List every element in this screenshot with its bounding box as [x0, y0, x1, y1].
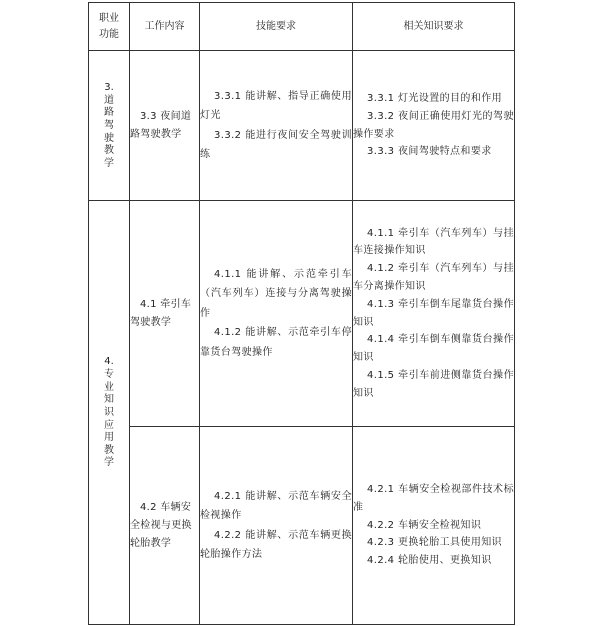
work-content-cell: [130, 427, 200, 625]
function-name: 专业知识应用教学: [104, 369, 114, 469]
function-number: 3.: [104, 81, 114, 93]
knowledge-item: 4.2.1 车辆安全检视部件技术标准: [353, 484, 514, 513]
function-name: 道路驾驶教学: [104, 94, 114, 169]
skill-item: 4.1.1 能讲解、示范牵引车（汽车列车）连接与分离驾驶操作: [200, 268, 352, 319]
knowledge-item: 4.2.3 更换轮胎工具使用知识: [367, 537, 503, 549]
table-row: [89, 51, 515, 201]
skill-standard-table: [88, 2, 515, 625]
header-function-line-2: 功能: [99, 28, 119, 40]
knowledge-cell: [353, 51, 515, 201]
header-skill-requirements: 技能要求: [200, 3, 353, 51]
skill-item: 4.2.2 能讲解、示范车辆更换轮胎操作方法: [200, 529, 352, 560]
knowledge-item: 4.2.4 轮胎使用、更换知识: [367, 555, 492, 567]
knowledge-item: 4.1.4 牵引车倒车侧靠货台操作知识: [353, 334, 514, 364]
knowledge-cell: [353, 427, 515, 625]
work-content-text: 4.2 车辆安全检视与更换轮胎教学: [130, 501, 192, 549]
work-content-cell: [130, 201, 200, 427]
skill-cell: [200, 201, 353, 427]
skill-cell: [200, 51, 353, 201]
header-function: [89, 3, 130, 51]
work-content-text: 3.3 夜间道路驾驶教学: [130, 110, 192, 140]
knowledge-item: 4.1.3 牵引车倒车尾靠货台操作知识: [353, 298, 514, 328]
header-knowledge-requirements: 相关知识要求: [353, 3, 515, 51]
knowledge-item: 4.1.5 牵引车前进侧靠货台操作知识: [353, 369, 514, 399]
work-content-text: 4.1 牵引车驾驶教学: [130, 298, 192, 328]
table-row: [89, 427, 515, 625]
skill-item: 4.2.1 能讲解、示范车辆安全检视操作: [200, 490, 352, 521]
table-header-row: [89, 3, 515, 51]
knowledge-item: 3.3.1 灯光设置的目的和作用: [367, 92, 503, 104]
skill-cell: [200, 427, 353, 625]
knowledge-item: 4.1.1 牵引车（汽车列车）与挂车连接操作知识: [353, 227, 514, 257]
skill-item: 3.3.1 能讲解、指导正确使用灯光: [200, 90, 352, 121]
knowledge-item: 4.1.2 牵引车（汽车列车）与挂车分离操作知识: [353, 263, 514, 292]
function-cell: [89, 51, 130, 201]
skill-item: 4.1.2 能讲解、示范牵引车停靠货台驾驶操作: [200, 327, 352, 358]
skill-item: 3.3.2 能进行夜间安全驾驶训练: [200, 129, 352, 160]
knowledge-item: 4.2.2 车辆安全检视知识: [367, 519, 482, 531]
knowledge-cell: [353, 201, 515, 427]
knowledge-item: 3.3.2 夜间正确使用灯光的驾驶操作要求: [353, 110, 514, 140]
header-function-line-1: 职业: [99, 12, 119, 24]
knowledge-item: 3.3.3 夜间驾驶特点和要求: [367, 146, 492, 158]
work-content-cell: [130, 51, 200, 201]
function-number: 4.: [104, 356, 114, 368]
table-row: [89, 201, 515, 427]
function-cell: [89, 201, 130, 625]
header-work-content: 工作内容: [130, 3, 200, 51]
